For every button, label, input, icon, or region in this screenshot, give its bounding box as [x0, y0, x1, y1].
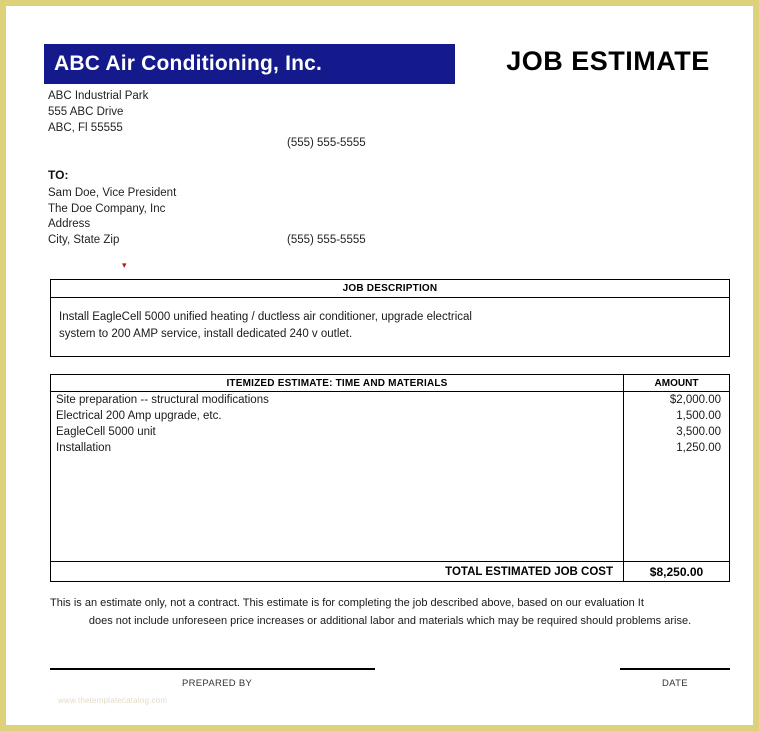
- total-value: $8,250.00: [649, 564, 704, 579]
- table-row: Installation: [56, 442, 111, 454]
- itemized-estimate-table: [50, 374, 730, 562]
- job-description-box: [50, 279, 730, 357]
- table-row: EagleCell 5000 unit: [56, 426, 156, 438]
- date-label: DATE: [662, 678, 688, 689]
- recipient-line-1: Sam Doe, Vice President: [48, 187, 177, 199]
- prepared-by-label: PREPARED BY: [182, 678, 253, 689]
- table-row: Site preparation -- structural modifications: [56, 394, 269, 406]
- recipient-line-4: City, State Zip: [48, 233, 120, 246]
- recipient-address-block: [48, 186, 176, 248]
- table-body-descriptions: [51, 392, 624, 562]
- table-header-amount: AMOUNT: [654, 377, 699, 389]
- table-row: Electrical 200 Amp upgrade, etc.: [56, 410, 222, 422]
- company-address-block: [48, 88, 148, 136]
- company-address-line-1: ABC Industrial Park: [48, 90, 149, 102]
- disclaimer-line-1: This is an estimate only, not a contract. This estimate is for completing the job described above, based on our evaluation It: [50, 597, 644, 609]
- document-title: JOB ESTIMATE: [506, 46, 710, 76]
- job-description-body: [51, 298, 729, 343]
- table-body-amounts: [624, 392, 729, 562]
- table-row-amount: 1,250.00: [676, 442, 721, 454]
- table-body: [51, 392, 729, 562]
- table-header-row: [51, 375, 729, 392]
- prepared-by-signature-line: [50, 668, 375, 670]
- total-row: [50, 562, 730, 582]
- disclaimer-text: [50, 594, 730, 630]
- disclaimer-line-2: does not include unforeseen price increases or additional labor and materials which may be required should problems arise.: [88, 615, 692, 627]
- red-caret-icon: ▾: [122, 260, 127, 270]
- date-signature-line: [620, 668, 730, 670]
- company-name-banner: [44, 44, 455, 84]
- table-row-amount: 3,500.00: [676, 426, 721, 438]
- table-header-description: ITEMIZED ESTIMATE: TIME AND MATERIALS: [51, 375, 624, 391]
- table-row-amount: $2,000.00: [669, 394, 721, 406]
- company-address-line-2: 555 ABC Drive: [48, 106, 124, 118]
- job-description-line-1: Install EagleCell 5000 unified heating / ductless air conditioner, upgrade electrical: [59, 311, 472, 323]
- recipient-line-2: The Doe Company, Inc: [48, 202, 166, 215]
- job-description-line-2: system to 200 AMP service, install dedicated 240 v outlet.: [59, 328, 353, 340]
- recipient-to-label: TO:: [48, 168, 69, 182]
- company-phone: (555) 555-5555: [287, 137, 366, 149]
- total-label: TOTAL ESTIMATED JOB COST: [51, 562, 624, 581]
- company-address-line-3: ABC, Fl 55555: [48, 122, 123, 134]
- company-name: ABC Air Conditioning, Inc.: [54, 52, 323, 75]
- recipient-line-3: Address: [48, 218, 91, 230]
- job-description-header: JOB DESCRIPTION: [51, 280, 729, 298]
- recipient-phone: (555) 555-5555: [287, 234, 366, 246]
- estimate-document: [12, 12, 747, 719]
- table-row-amount: 1,500.00: [676, 410, 721, 422]
- watermark: www.thetemplatecatalog.com: [58, 696, 168, 705]
